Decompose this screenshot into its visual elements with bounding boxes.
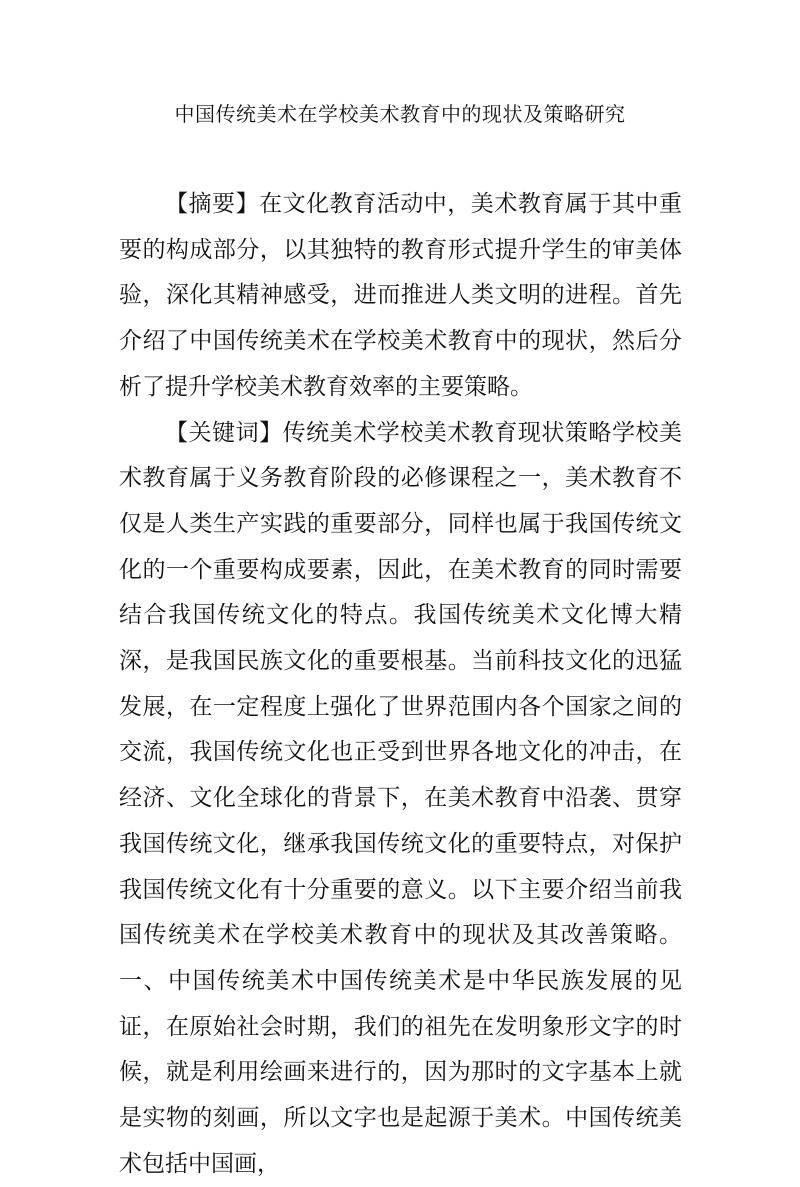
document-title: 中国传统美术在学校美术教育中的现状及策略研究 bbox=[174, 102, 626, 126]
abstract-paragraph: 【摘要】在文化教育活动中，美术教育属于其中重要的构成部分，以其独特的教育形式提升学生的审美体验，深化其精神感受，进而推进人类文明的进程。首先介绍了中国传统美术在学校美术教育中的现状，然后分析了提升学校美术教育效率的主要策略。 bbox=[119, 191, 682, 400]
document-body bbox=[119, 182, 682, 1187]
keywords-paragraph: 【关键词】传统美术学校美术教育现状策略学校美术教育属于义务教育阶段的必修课程之一，美术教育不仅是人类生产实践的重要部分，同样也属于我国传统文化的一个重要构成要素，因此，在美术教育的同时需要结合我国传统文化的特点。我国传统美术文化博大精深，是我国民族文化的重要根基。当前科技文化的迅猛发展，在一定程度上强化了世界范围内各个国家之间的交流，我国传统文化也正受到世界各地文化的冲击，在经济、文化全球化的背景下，在美术教育中沿袭、贯穿我国传统文化，继承我国传统文化的重要特点，对保护我国传统文化有十分重要的意义。以下主要介绍当前我国传统美术在学校美术教育中的现状及其改善策略。一、中国传统美术中国传统美术是中华民族发展的见证，在原始社会时期，我们的祖先在发明象形文字的时候，就是利用绘画来进行的，因为那时的文字基本上就是实物的刻画，所以文字也是起源于美术。中国传统美术包括中国画， bbox=[119, 419, 682, 1177]
